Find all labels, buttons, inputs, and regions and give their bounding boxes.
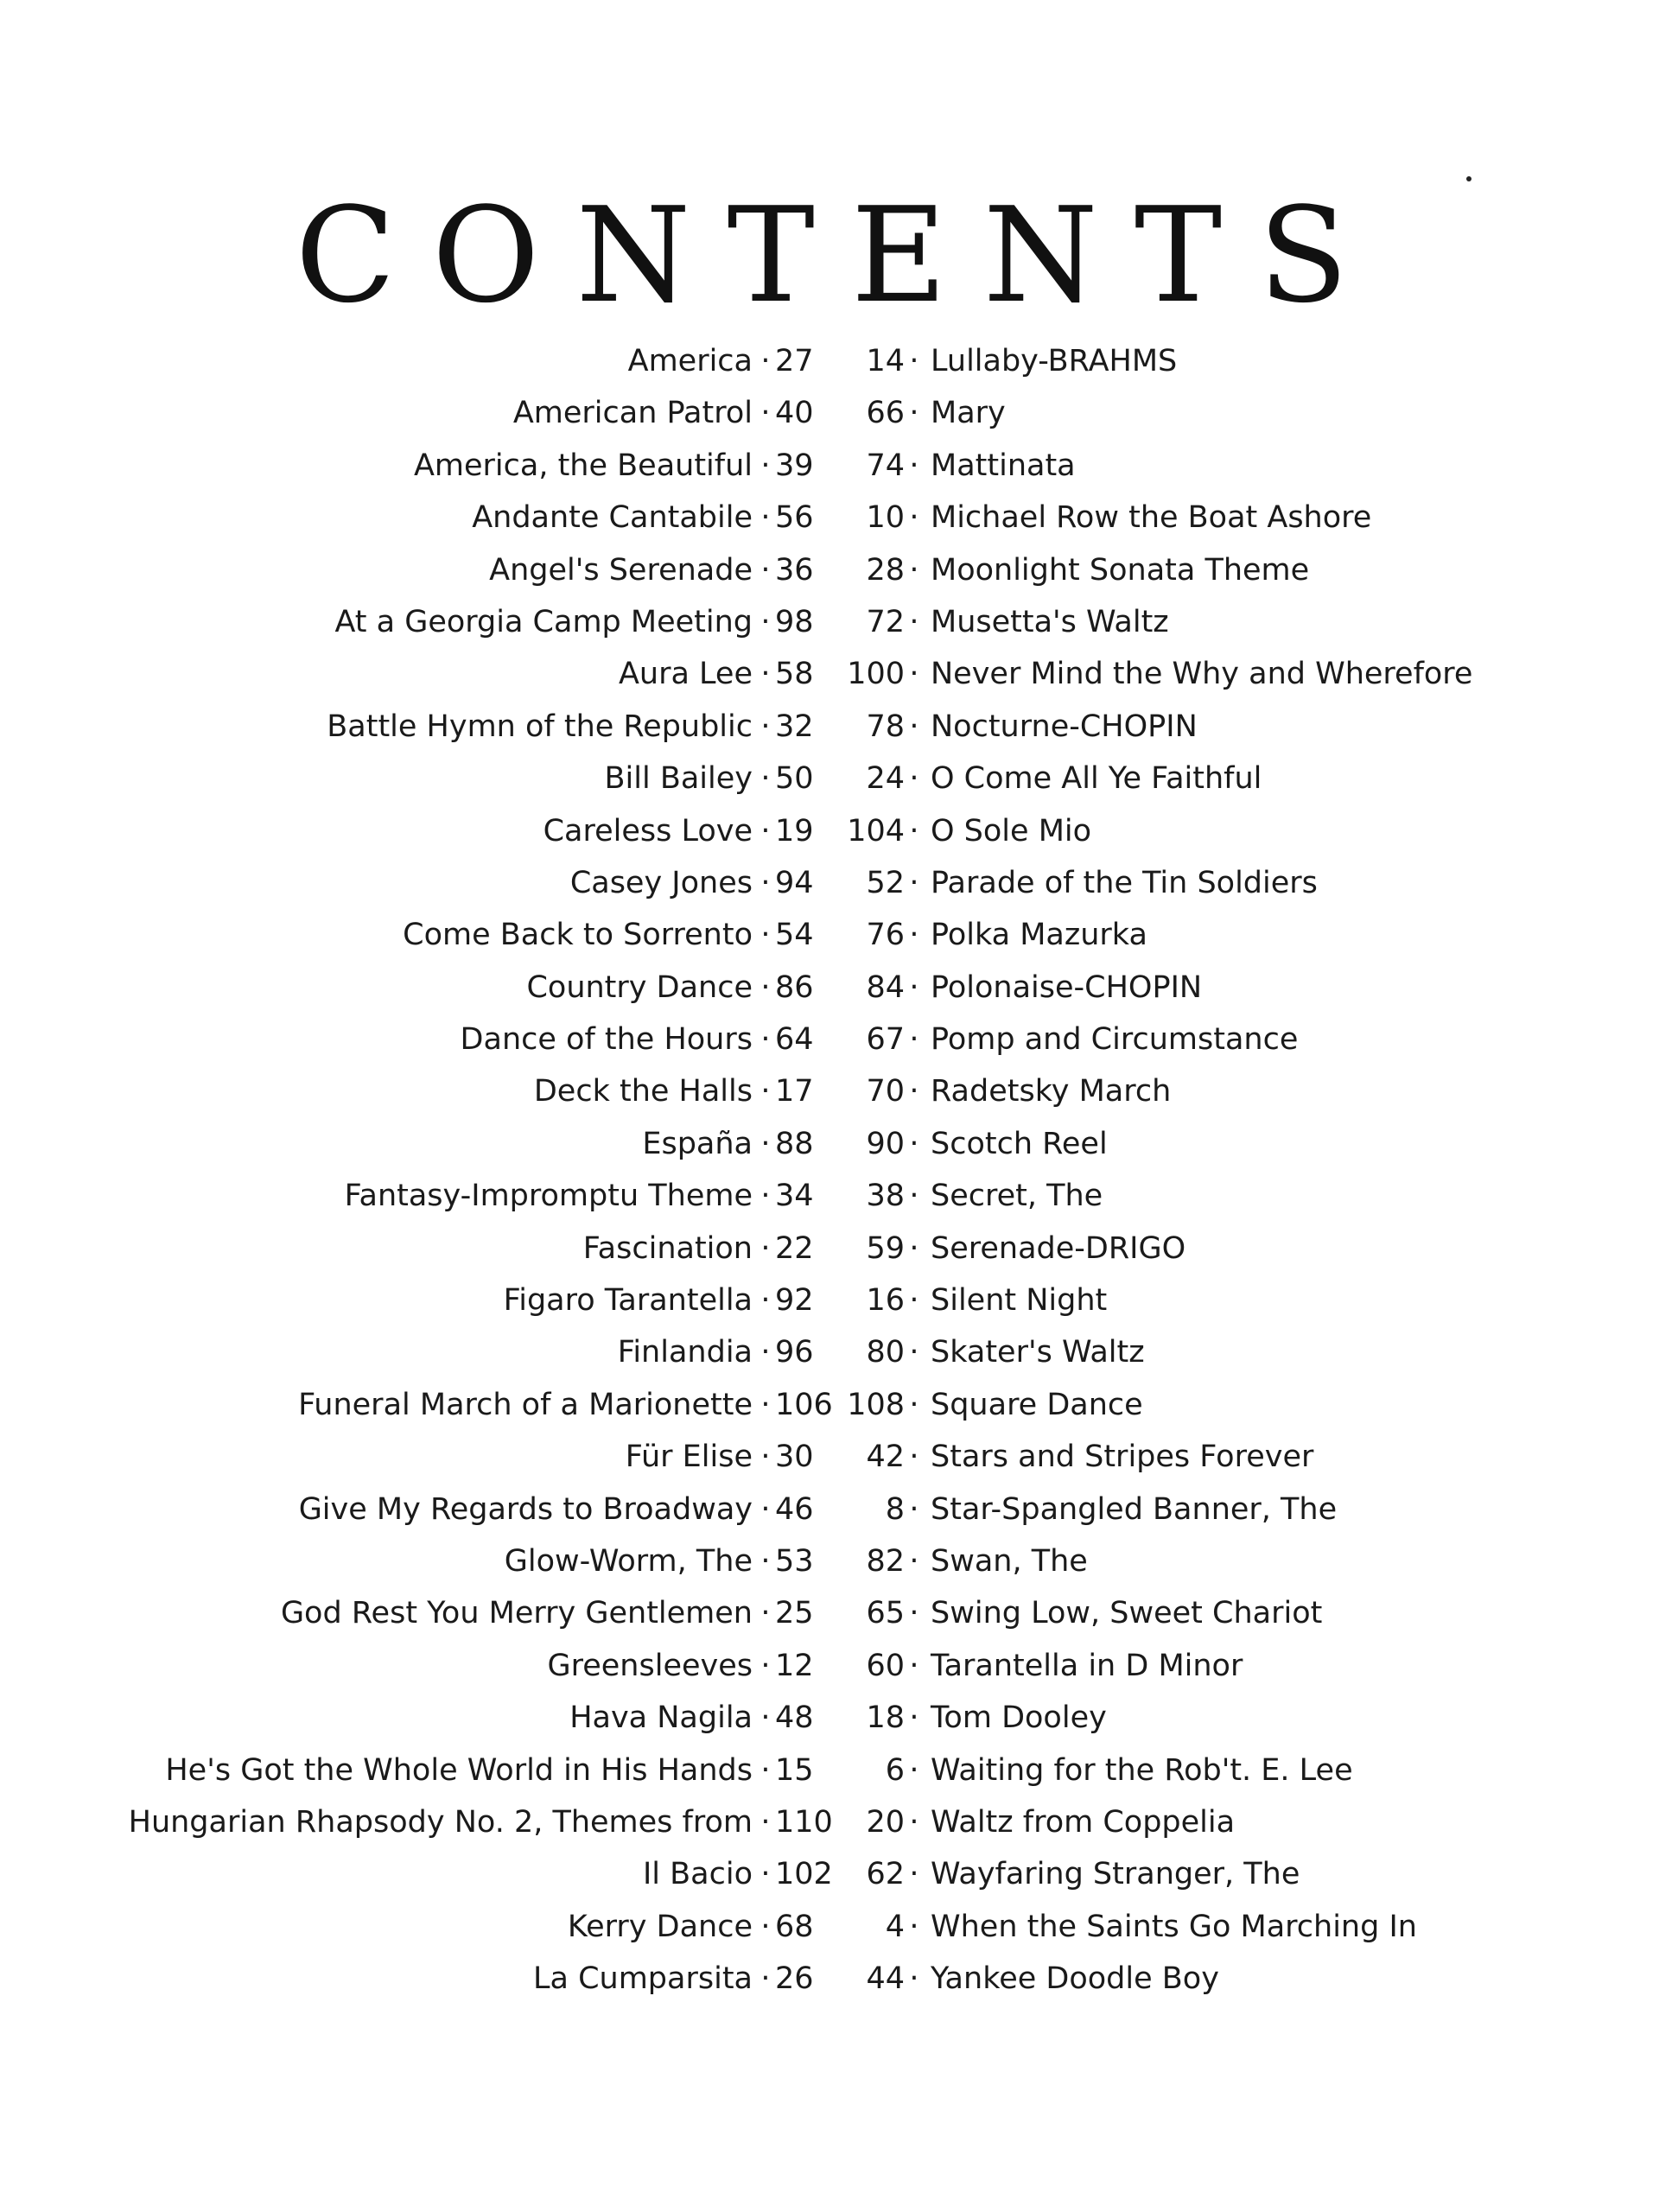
right-separator-dot: · <box>909 1543 919 1579</box>
left-entry-title: España <box>642 1126 753 1161</box>
left-separator-dot: · <box>760 1230 771 1266</box>
contents-row <box>0 1014 1659 1065</box>
left-entry-page-number: 56 <box>775 500 814 536</box>
right-entry-title: When the Saints Go Marching In <box>931 1909 1417 1944</box>
right-entry-page-number: 38 <box>866 1179 905 1214</box>
left-separator-dot: · <box>760 865 771 900</box>
left-entry-page-number: 96 <box>775 1335 814 1370</box>
right-entry-page-number: 6 <box>885 1752 905 1788</box>
right-entry-title: Nocturne-CHOPIN <box>931 709 1198 744</box>
left-separator-dot: · <box>760 709 771 744</box>
right-separator-dot: · <box>909 344 919 378</box>
right-separator-dot: · <box>909 657 919 692</box>
contents-row <box>0 857 1659 909</box>
left-entry-page-number: 17 <box>775 1074 814 1109</box>
right-entry-title: Swing Low, Sweet Chariot <box>931 1596 1323 1631</box>
right-entry-title: Polka Mazurka <box>931 918 1147 953</box>
right-entry-page-number: 62 <box>866 1857 905 1892</box>
left-entry-page-number: 53 <box>775 1543 814 1579</box>
contents-row <box>0 909 1659 961</box>
left-separator-dot: · <box>760 552 771 588</box>
contents-row <box>0 1587 1659 1639</box>
contents-row <box>0 1692 1659 1744</box>
contents-row <box>0 387 1659 439</box>
contents-row <box>0 648 1659 700</box>
left-entry-page-number: 102 <box>775 1857 833 1892</box>
left-entry-title: Fantasy-Impromptu Theme <box>344 1179 753 1214</box>
contents-row <box>0 805 1659 857</box>
right-entry-page-number: 104 <box>847 813 905 849</box>
left-entry-title: Figaro Tarantella <box>503 1283 753 1319</box>
left-separator-dot: · <box>760 500 771 536</box>
right-entry-title: Swan, The <box>931 1543 1088 1579</box>
right-entry-page-number: 14 <box>866 344 905 378</box>
right-entry-title: Radetsky March <box>931 1074 1172 1109</box>
left-entry-title: Greensleeves <box>547 1648 753 1683</box>
right-separator-dot: · <box>909 1179 919 1214</box>
right-separator-dot: · <box>909 1857 919 1892</box>
left-separator-dot: · <box>760 1074 771 1109</box>
left-entry-title: Dance of the Hours <box>460 1022 753 1058</box>
right-entry-page-number: 44 <box>866 1961 905 1997</box>
left-entry-title: He's Got the Whole World in His Hands <box>165 1752 753 1788</box>
left-entry-page-number: 68 <box>775 1909 814 1944</box>
right-entry-page-number: 4 <box>885 1909 905 1944</box>
right-separator-dot: · <box>909 1387 919 1422</box>
left-separator-dot: · <box>760 448 771 483</box>
right-entry-page-number: 100 <box>847 657 905 692</box>
right-separator-dot: · <box>909 865 919 900</box>
left-separator-dot: · <box>760 1752 771 1788</box>
right-separator-dot: · <box>909 552 919 588</box>
left-entry-title: Für Elise <box>625 1440 753 1475</box>
left-entry-title: Hungarian Rhapsody No. 2, Themes from <box>128 1804 753 1840</box>
left-entry-page-number: 15 <box>775 1752 814 1788</box>
left-entry-title: Aura Lee <box>618 657 753 692</box>
right-entry-title: Musetta's Waltz <box>931 604 1169 639</box>
right-entry-title: Square Dance <box>931 1387 1143 1422</box>
left-entry-title: Give My Regards to Broadway <box>298 1491 753 1527</box>
right-separator-dot: · <box>909 709 919 744</box>
right-separator-dot: · <box>909 813 919 849</box>
right-entry-title: Star-Spangled Banner, The <box>931 1491 1338 1527</box>
contents-row <box>0 440 1659 492</box>
left-entry-page-number: 64 <box>775 1022 814 1058</box>
right-separator-dot: · <box>909 1700 919 1736</box>
left-entry-page-number: 46 <box>775 1491 814 1527</box>
right-entry-page-number: 42 <box>866 1440 905 1475</box>
right-entry-page-number: 70 <box>866 1074 905 1109</box>
right-entry-title: Skater's Waltz <box>931 1335 1145 1370</box>
left-entry-page-number: 34 <box>775 1179 814 1214</box>
contents-row <box>0 1431 1659 1483</box>
contents-row <box>0 1484 1659 1535</box>
left-separator-dot: · <box>760 1335 771 1370</box>
right-separator-dot: · <box>909 918 919 953</box>
right-separator-dot: · <box>909 396 919 431</box>
right-entry-page-number: 52 <box>866 865 905 900</box>
right-entry-title: Polonaise-CHOPIN <box>931 969 1203 1005</box>
right-separator-dot: · <box>909 604 919 639</box>
contents-row <box>0 753 1659 804</box>
left-entry-title: American Patrol <box>512 396 753 431</box>
left-entry-page-number: 58 <box>775 657 814 692</box>
right-separator-dot: · <box>909 1230 919 1266</box>
left-entry-page-number: 26 <box>775 1961 814 1997</box>
left-separator-dot: · <box>760 1283 771 1319</box>
right-separator-dot: · <box>909 1283 919 1319</box>
right-separator-dot: · <box>909 1596 919 1631</box>
right-entry-title: Wayfaring Stranger, The <box>931 1857 1300 1892</box>
contents-row <box>0 492 1659 543</box>
left-entry-page-number: 106 <box>775 1387 833 1422</box>
left-entry-page-number: 54 <box>775 918 814 953</box>
contents-row <box>0 962 1659 1014</box>
contents-list <box>0 335 1659 2005</box>
right-entry-page-number: 66 <box>866 396 905 431</box>
left-entry-page-number: 25 <box>775 1596 814 1631</box>
left-entry-page-number: 48 <box>775 1700 814 1736</box>
right-separator-dot: · <box>909 1074 919 1109</box>
left-separator-dot: · <box>760 1596 771 1631</box>
right-separator-dot: · <box>909 1804 919 1840</box>
right-separator-dot: · <box>909 1126 919 1161</box>
right-entry-title: Moonlight Sonata Theme <box>931 552 1310 588</box>
right-entry-title: O Sole Mio <box>931 813 1092 849</box>
right-entry-title: Secret, The <box>931 1179 1103 1214</box>
right-entry-title: Never Mind the Why and Wherefore <box>931 657 1473 692</box>
left-separator-dot: · <box>760 1909 771 1944</box>
right-entry-page-number: 76 <box>866 918 905 953</box>
left-entry-title: Careless Love <box>543 813 753 849</box>
left-entry-page-number: 94 <box>775 865 814 900</box>
right-entry-title: Tom Dooley <box>931 1700 1107 1736</box>
left-entry-title: Deck the Halls <box>533 1074 753 1109</box>
right-entry-title: Mattinata <box>931 448 1076 483</box>
contents-row <box>0 1535 1659 1587</box>
left-separator-dot: · <box>760 396 771 431</box>
right-separator-dot: · <box>909 500 919 536</box>
right-separator-dot: · <box>909 1752 919 1788</box>
right-entry-page-number: 108 <box>847 1387 905 1422</box>
right-entry-page-number: 78 <box>866 709 905 744</box>
contents-row <box>0 1170 1659 1222</box>
left-entry-title: Battle Hymn of the Republic <box>327 709 753 744</box>
left-separator-dot: · <box>760 1857 771 1892</box>
right-entry-page-number: 65 <box>866 1596 905 1631</box>
contents-row <box>0 335 1659 387</box>
left-entry-title: God Rest You Merry Gentlemen <box>280 1596 753 1631</box>
right-entry-page-number: 67 <box>866 1022 905 1058</box>
left-entry-page-number: 88 <box>775 1126 814 1161</box>
left-entry-title: Bill Bailey <box>604 761 753 797</box>
right-entry-page-number: 74 <box>866 448 905 483</box>
left-entry-title: Kerry Dance <box>567 1909 753 1944</box>
left-entry-title: America, the Beautiful <box>413 448 753 483</box>
left-separator-dot: · <box>760 1491 771 1527</box>
left-entry-page-number: 32 <box>775 709 814 744</box>
left-separator-dot: · <box>760 344 771 378</box>
contents-row <box>0 1745 1659 1796</box>
right-entry-page-number: 82 <box>866 1543 905 1579</box>
left-entry-title: Hava Nagila <box>569 1700 753 1736</box>
left-entry-page-number: 27 <box>775 344 814 378</box>
left-entry-page-number: 86 <box>775 969 814 1005</box>
right-separator-dot: · <box>909 1648 919 1683</box>
left-entry-title: La Cumparsita <box>533 1961 753 1997</box>
left-entry-page-number: 36 <box>775 552 814 588</box>
right-separator-dot: · <box>909 969 919 1005</box>
page-title: CONTENTS <box>295 178 1385 332</box>
left-entry-page-number: 40 <box>775 396 814 431</box>
right-separator-dot: · <box>909 1961 919 1997</box>
left-entry-title: Come Back to Sorrento <box>403 918 753 953</box>
contents-row <box>0 1274 1659 1326</box>
right-entry-title: Michael Row the Boat Ashore <box>931 500 1372 536</box>
right-entry-page-number: 84 <box>866 969 905 1005</box>
contents-row <box>0 1326 1659 1378</box>
left-separator-dot: · <box>760 1440 771 1475</box>
left-entry-title: Andante Cantabile <box>472 500 753 536</box>
right-entry-page-number: 72 <box>866 604 905 639</box>
left-separator-dot: · <box>760 918 771 953</box>
right-entry-page-number: 10 <box>866 500 905 536</box>
right-separator-dot: · <box>909 761 919 797</box>
right-entry-page-number: 90 <box>866 1126 905 1161</box>
left-entry-page-number: 110 <box>775 1804 833 1840</box>
left-entry-page-number: 92 <box>775 1283 814 1319</box>
left-entry-title: Finlandia <box>617 1335 753 1370</box>
left-entry-title: Casey Jones <box>569 865 753 900</box>
right-entry-page-number: 59 <box>866 1230 905 1266</box>
right-entry-title: Lullaby-BRAHMS <box>931 344 1178 378</box>
right-entry-title: Scotch Reel <box>931 1126 1108 1161</box>
contents-row <box>0 1953 1659 2005</box>
contents-row <box>0 544 1659 596</box>
left-separator-dot: · <box>760 1700 771 1736</box>
right-entry-page-number: 24 <box>866 761 905 797</box>
right-separator-dot: · <box>909 1491 919 1527</box>
stray-mark <box>1466 176 1471 181</box>
right-entry-page-number: 16 <box>866 1283 905 1319</box>
right-entry-title: Stars and Stripes Forever <box>931 1440 1314 1475</box>
left-entry-page-number: 98 <box>775 604 814 639</box>
right-entry-title: Silent Night <box>931 1283 1108 1319</box>
right-entry-page-number: 8 <box>885 1491 905 1527</box>
left-separator-dot: · <box>760 657 771 692</box>
right-entry-title: Parade of the Tin Soldiers <box>931 865 1318 900</box>
left-separator-dot: · <box>760 604 771 639</box>
right-separator-dot: · <box>909 1909 919 1944</box>
left-entry-page-number: 50 <box>775 761 814 797</box>
left-entry-page-number: 39 <box>775 448 814 483</box>
contents-row <box>0 1223 1659 1274</box>
right-entry-page-number: 20 <box>866 1804 905 1840</box>
left-separator-dot: · <box>760 1961 771 1997</box>
left-separator-dot: · <box>760 1126 771 1161</box>
right-entry-page-number: 18 <box>866 1700 905 1736</box>
right-entry-title: Tarantella in D Minor <box>931 1648 1243 1683</box>
contents-row <box>0 596 1659 648</box>
right-entry-page-number: 60 <box>866 1648 905 1683</box>
right-separator-dot: · <box>909 1022 919 1058</box>
contents-row <box>0 1118 1659 1170</box>
left-entry-title: Fascination <box>582 1230 753 1266</box>
left-entry-title: Il Bacio <box>642 1857 753 1892</box>
right-entry-title: Mary <box>931 396 1006 431</box>
right-entry-page-number: 80 <box>866 1335 905 1370</box>
right-entry-title: Waiting for the Rob't. E. Lee <box>931 1752 1353 1788</box>
left-separator-dot: · <box>760 813 771 849</box>
right-separator-dot: · <box>909 1335 919 1370</box>
left-separator-dot: · <box>760 1022 771 1058</box>
left-entry-title: At a Georgia Camp Meeting <box>334 604 753 639</box>
left-separator-dot: · <box>760 969 771 1005</box>
right-entry-title: Pomp and Circumstance <box>931 1022 1299 1058</box>
left-entry-title: Funeral March of a Marionette <box>298 1387 753 1422</box>
right-entry-page-number: 28 <box>866 552 905 588</box>
right-entry-title: Waltz from Coppelia <box>931 1804 1236 1840</box>
right-separator-dot: · <box>909 1440 919 1475</box>
left-entry-title: Glow-Worm, The <box>504 1543 753 1579</box>
left-separator-dot: · <box>760 1179 771 1214</box>
left-separator-dot: · <box>760 1648 771 1683</box>
right-entry-title: Serenade-DRIGO <box>931 1230 1186 1266</box>
left-separator-dot: · <box>760 1804 771 1840</box>
left-entry-title: America <box>627 344 753 378</box>
left-entry-page-number: 19 <box>775 813 814 849</box>
contents-row <box>0 1796 1659 1848</box>
contents-row <box>0 1379 1659 1431</box>
contents-row <box>0 1065 1659 1117</box>
left-entry-title: Angel's Serenade <box>489 552 753 588</box>
left-separator-dot: · <box>760 1387 771 1422</box>
left-entry-page-number: 22 <box>775 1230 814 1266</box>
left-separator-dot: · <box>760 761 771 797</box>
contents-row <box>0 701 1659 753</box>
right-separator-dot: · <box>909 448 919 483</box>
contents-row <box>0 1640 1659 1692</box>
left-entry-page-number: 30 <box>775 1440 814 1475</box>
left-separator-dot: · <box>760 1543 771 1579</box>
left-entry-page-number: 12 <box>775 1648 814 1683</box>
contents-row <box>0 1848 1659 1900</box>
left-entry-title: Country Dance <box>526 969 753 1005</box>
contents-row <box>0 1901 1659 1953</box>
right-entry-title: O Come All Ye Faithful <box>931 761 1262 797</box>
right-entry-title: Yankee Doodle Boy <box>931 1961 1219 1997</box>
